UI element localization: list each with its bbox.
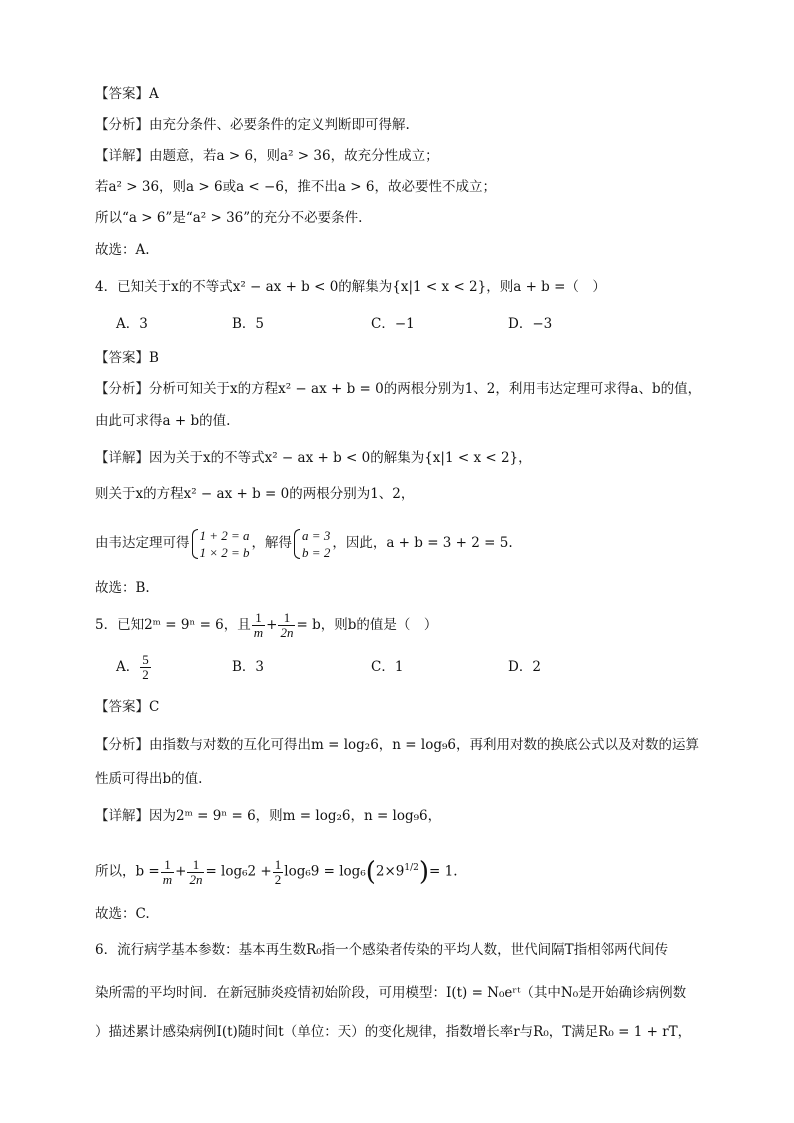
numerator: 1 (252, 611, 265, 626)
analysis-text: 由指数与对数的互化可得出m = log₂6，n = log₉6，再利用对数的换底公式以及对数的运算 (149, 737, 699, 753)
answer-tag: 【答案】 (95, 350, 149, 366)
detail-mid-3: log₆9 = log₆ (284, 863, 366, 880)
plus-sign: + (266, 617, 278, 633)
equation-1b: 1 × 2 = b (199, 544, 250, 560)
denominator: 2 (142, 667, 149, 682)
detail-text: 因为关于x的不等式x² − ax + b < 0的解集为{x|1 < x < 2}， (149, 450, 532, 466)
stem-pre: 5．已知2ᵐ = 9ⁿ = 6，且 (95, 617, 251, 633)
detail-text-post: ，因此，a + b = 3 + 2 = 5. (332, 535, 513, 551)
q4-detail-line-2: 则关于x的方程x² − ax + b = 0的两根分别为1、2， (95, 486, 415, 502)
q3-detail-line-3: 所以“a > 6”是“a² > 36”的充分不必要条件. (95, 210, 363, 226)
fraction-5-over-2 (140, 653, 151, 682)
fraction-1-over-2n (187, 858, 204, 887)
numerator: 1 (161, 858, 174, 873)
detail-tag: 【详解】 (95, 808, 149, 824)
q5-analysis-line-2: 性质可得出b的值. (95, 771, 203, 787)
q4-analysis-line-2: 由此可求得a + b的值. (95, 413, 231, 429)
analysis-text: 分析可知关于x的方程x² − ax + b = 0的两根分别为1、2，利用韦达定理可求得a、b的值， (149, 381, 702, 397)
q5-option-c: C．1 (371, 659, 404, 675)
left-paren: ( (365, 857, 376, 887)
q4-option-a: A．3 (116, 316, 148, 332)
denominator: 2n (280, 625, 294, 640)
answer-tag: 【答案】 (95, 86, 149, 102)
analysis-tag: 【分析】 (95, 117, 149, 133)
detail-text: 因为2ᵐ = 9ⁿ = 6，则m = log₂6，n = log₉6， (149, 808, 442, 824)
detail-text-pre: 由韦达定理可得 (95, 535, 190, 551)
denominator: 2 (274, 871, 282, 887)
q3-analysis-line (95, 115, 699, 135)
answer-value: C (149, 699, 160, 715)
detail-text-mid: ，解得 (251, 535, 293, 551)
plus-sign: + (175, 863, 187, 880)
detail-tag: 【详解】 (95, 148, 149, 164)
denominator: m (162, 871, 173, 887)
detail-text: 由题意，若a > 6，则a² > 36，故充分性成立； (149, 148, 439, 164)
detail-mid-2: = log₆2 + (205, 863, 272, 880)
equation-system-2 (294, 527, 330, 561)
q5-analysis-line-1 (95, 735, 699, 755)
q3-detail-line-1 (95, 146, 699, 166)
analysis-tag: 【分析】 (95, 381, 149, 397)
answer-value: B (149, 350, 159, 366)
fraction-1-over-m (161, 858, 174, 887)
q3-detail-line-2: 若a² > 36，则a > 6或a < −6，推不出a > 6，故必要性不成立； (95, 179, 496, 195)
q5-option-d: D．2 (508, 659, 541, 675)
right-paren: ) (418, 857, 430, 887)
equation-2b: b = 2 (302, 544, 331, 560)
q6-line-3: ）描述累计感染病例I(t)随时间t（单位：天）的变化规律，指数增长率r与R₀，T满足R₀ = 1 + rT， (95, 1024, 692, 1040)
q5-detail-line-1 (95, 806, 699, 826)
detail-tag: 【详解】 (95, 450, 149, 466)
stem-post: = b，则b的值是（ ） (296, 617, 438, 633)
q4-option-d: D．−3 (508, 316, 553, 332)
q5-option-b: B．3 (232, 659, 265, 675)
q6-line-1: 6．流行病学基本参数：基本再生数R₀指一个感染者传染的平均人数，世代间隔T指相邻两代间传 (95, 942, 669, 958)
q4-choose-line: 故选：B. (95, 580, 150, 596)
q5-option-a (116, 650, 152, 684)
denominator: 2n (189, 871, 203, 887)
fraction-1-over-2n (278, 611, 295, 640)
q6-line-2: 染所需的平均时间．在新冠肺炎疫情初始阶段，可用模型：I(t) = N₀eʳᵗ（其中N₀是开始确诊病例数 (95, 985, 687, 1001)
q3-choose-line: 故选：A. (95, 242, 150, 258)
q4-option-b: B．5 (232, 316, 265, 332)
fraction-1-over-2 (273, 858, 284, 887)
q4-answer-line (95, 348, 699, 368)
detail-pre: 所以，b = (95, 863, 160, 880)
q4-analysis-line-1 (95, 379, 702, 399)
answer-tag: 【答案】 (95, 699, 149, 715)
q4-stem: 4．已知关于x的不等式x² − ax + b < 0的解集为{x|1 < x < 2}，则a + b =（ ） (95, 279, 606, 295)
q3-answer-line (95, 84, 699, 104)
q4-option-c: C．−1 (371, 316, 415, 332)
q5-detail-line-2 (95, 850, 699, 890)
analysis-tag: 【分析】 (95, 737, 149, 753)
numerator: 1 (274, 856, 282, 872)
equation-system-1 (192, 527, 250, 561)
q5-answer-line (95, 697, 699, 717)
inner-expression: 2×9 (375, 863, 405, 880)
equation-1a: 1 + 2 = a (199, 527, 250, 543)
option-label: A． (116, 659, 140, 675)
analysis-text: 由充分条件、必要条件的定义判断即可得解. (149, 117, 410, 133)
numerator: 1 (278, 611, 295, 626)
q4-detail-line-3 (95, 524, 699, 562)
exponent-half: 1/2 (404, 863, 419, 873)
detail-post: = 1. (429, 863, 458, 880)
equation-2a: a = 3 (302, 527, 331, 543)
numerator: 5 (142, 652, 149, 667)
q5-choose-line: 故选：C. (95, 906, 150, 922)
q4-detail-line-1 (95, 448, 699, 468)
answer-value: A (149, 86, 159, 102)
numerator: 1 (187, 858, 204, 873)
denominator: m (253, 625, 264, 640)
fraction-1-over-m (252, 611, 265, 640)
q5-stem (95, 608, 699, 642)
